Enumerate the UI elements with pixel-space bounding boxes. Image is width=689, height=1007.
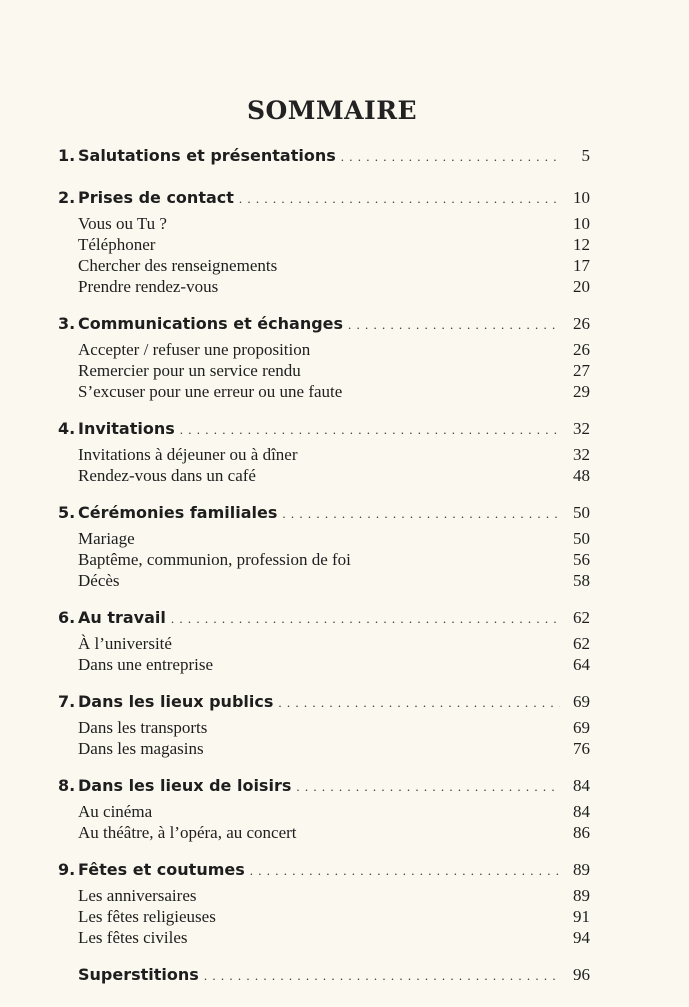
section-page-number: 26 [573, 314, 590, 333]
toc-section [58, 860, 590, 949]
toc-section-heading [58, 503, 590, 529]
toc-section [58, 146, 590, 172]
dot-leader [296, 779, 560, 795]
entry-title: Décès [78, 571, 120, 590]
entry-page-number: 84 [573, 802, 590, 821]
dot-leader [180, 422, 560, 438]
section-title: Prises de contact [78, 188, 234, 207]
section-page-number: 32 [573, 419, 590, 438]
entry-title: Rendez-vous dans un café [78, 466, 256, 485]
toc-section [58, 965, 590, 991]
toc-entry [58, 739, 590, 760]
section-title: Fêtes et coutumes [78, 860, 245, 879]
dot-leader [239, 191, 560, 207]
entry-title: Prendre rendez-vous [78, 277, 219, 296]
section-number: 8. [58, 776, 76, 795]
toc-entry [58, 886, 590, 907]
toc-entry [58, 340, 590, 361]
toc-entry [58, 634, 590, 655]
toc-section-heading [58, 146, 590, 172]
dot-leader [250, 863, 560, 879]
section-number: 1. [58, 146, 76, 165]
section-number: 2. [58, 188, 76, 207]
entry-page-number: 32 [573, 445, 590, 464]
entry-page-number: 56 [573, 550, 590, 569]
dot-leader [278, 695, 560, 711]
section-page-number: 50 [573, 503, 590, 522]
entry-page-number: 12 [573, 235, 590, 254]
toc-section [58, 776, 590, 844]
toc-entry [58, 823, 590, 844]
dot-leader [204, 968, 560, 984]
toc-entry [58, 802, 590, 823]
entry-page-number: 26 [573, 340, 590, 359]
toc-entry [58, 928, 590, 949]
page-title: SOMMAIRE [246, 96, 418, 125]
section-title: Salutations et présentations [78, 146, 336, 165]
toc-section-heading [58, 608, 590, 634]
entry-title: Dans les magasins [78, 739, 204, 758]
dot-leader [341, 149, 560, 165]
entry-page-number: 48 [573, 466, 590, 485]
section-page-number: 96 [573, 965, 590, 984]
entry-title: Baptême, communion, profession de foi [78, 550, 351, 569]
toc-entry [58, 550, 590, 571]
toc-section [58, 314, 590, 403]
toc-entry [58, 214, 590, 235]
entry-title: Mariage [78, 529, 135, 548]
toc-section-heading [58, 860, 590, 886]
entry-page-number: 69 [573, 718, 590, 737]
toc-entry [58, 256, 590, 277]
toc-section [58, 419, 590, 487]
toc-entry [58, 382, 590, 403]
entry-page-number: 89 [573, 886, 590, 905]
entry-title: Au cinéma [78, 802, 153, 821]
section-title: Superstitions [78, 965, 199, 984]
entry-title: Dans les transports [78, 718, 208, 737]
section-page-number: 89 [573, 860, 590, 879]
section-number: 4. [58, 419, 76, 438]
entry-page-number: 86 [573, 823, 590, 842]
entry-title: Les anniversaires [78, 886, 197, 905]
entry-title: S’excuser pour une erreur ou une faute [78, 382, 343, 401]
section-title: Au travail [78, 608, 166, 627]
section-title: Dans les lieux publics [78, 692, 274, 711]
section-title: Communications et échanges [78, 314, 344, 333]
entry-title: Les fêtes religieuses [78, 907, 216, 926]
toc-entry [58, 655, 590, 676]
section-title: Dans les lieux de loisirs [78, 776, 292, 795]
entry-title: Chercher des renseignements [78, 256, 278, 275]
entry-page-number: 27 [573, 361, 590, 380]
section-number: 6. [58, 608, 76, 627]
section-page-number: 69 [573, 692, 590, 711]
section-number: 3. [58, 314, 76, 333]
toc-section-heading [58, 965, 590, 991]
entry-title: À l’université [78, 634, 172, 653]
entry-title: Au théâtre, à l’opéra, au concert [78, 823, 297, 842]
entry-title: Remercier pour un service rendu [78, 361, 301, 380]
entry-page-number: 62 [573, 634, 590, 653]
section-title: Cérémonies familiales [78, 503, 278, 522]
entry-page-number: 29 [573, 382, 590, 401]
toc-entry [58, 571, 590, 592]
toc-entry [58, 277, 590, 298]
toc-section-heading [58, 776, 590, 802]
entry-title: Accepter / refuser une proposition [78, 340, 311, 359]
toc-section-heading [58, 419, 590, 445]
entry-page-number: 17 [573, 256, 590, 275]
entry-page-number: 91 [573, 907, 590, 926]
toc-section [58, 692, 590, 760]
toc-entry [58, 718, 590, 739]
section-page-number: 10 [573, 188, 590, 207]
dot-leader [348, 317, 560, 333]
entry-page-number: 94 [573, 928, 590, 947]
toc-section-heading [58, 314, 590, 340]
entry-page-number: 20 [573, 277, 590, 296]
toc-section [58, 608, 590, 676]
entry-title: Dans une entreprise [78, 655, 214, 674]
entry-page-number: 64 [573, 655, 590, 674]
section-number: 5. [58, 503, 76, 522]
section-page-number: 5 [581, 146, 590, 165]
toc-entry [58, 235, 590, 256]
toc-entry [58, 529, 590, 550]
section-page-number: 84 [573, 776, 590, 795]
toc-entry [58, 361, 590, 382]
toc-section-heading [58, 188, 590, 214]
entry-title: Téléphoner [78, 235, 156, 254]
section-title: Invitations [78, 419, 175, 438]
dot-leader [171, 611, 560, 627]
section-page-number: 62 [573, 608, 590, 627]
toc-section [58, 503, 590, 592]
section-number: 7. [58, 692, 76, 711]
table-of-contents [58, 146, 590, 1007]
toc-section-heading [58, 692, 590, 718]
entry-page-number: 58 [573, 571, 590, 590]
toc-entry [58, 445, 590, 466]
toc-section [58, 188, 590, 298]
entry-title: Vous ou Tu ? [78, 214, 167, 233]
dot-leader [282, 506, 560, 522]
toc-entry [58, 907, 590, 928]
entry-page-number: 76 [573, 739, 590, 758]
entry-title: Les fêtes civiles [78, 928, 188, 947]
entry-page-number: 10 [573, 214, 590, 233]
entry-page-number: 50 [573, 529, 590, 548]
entry-title: Invitations à déjeuner ou à dîner [78, 445, 298, 464]
toc-entry [58, 466, 590, 487]
section-number: 9. [58, 860, 76, 879]
